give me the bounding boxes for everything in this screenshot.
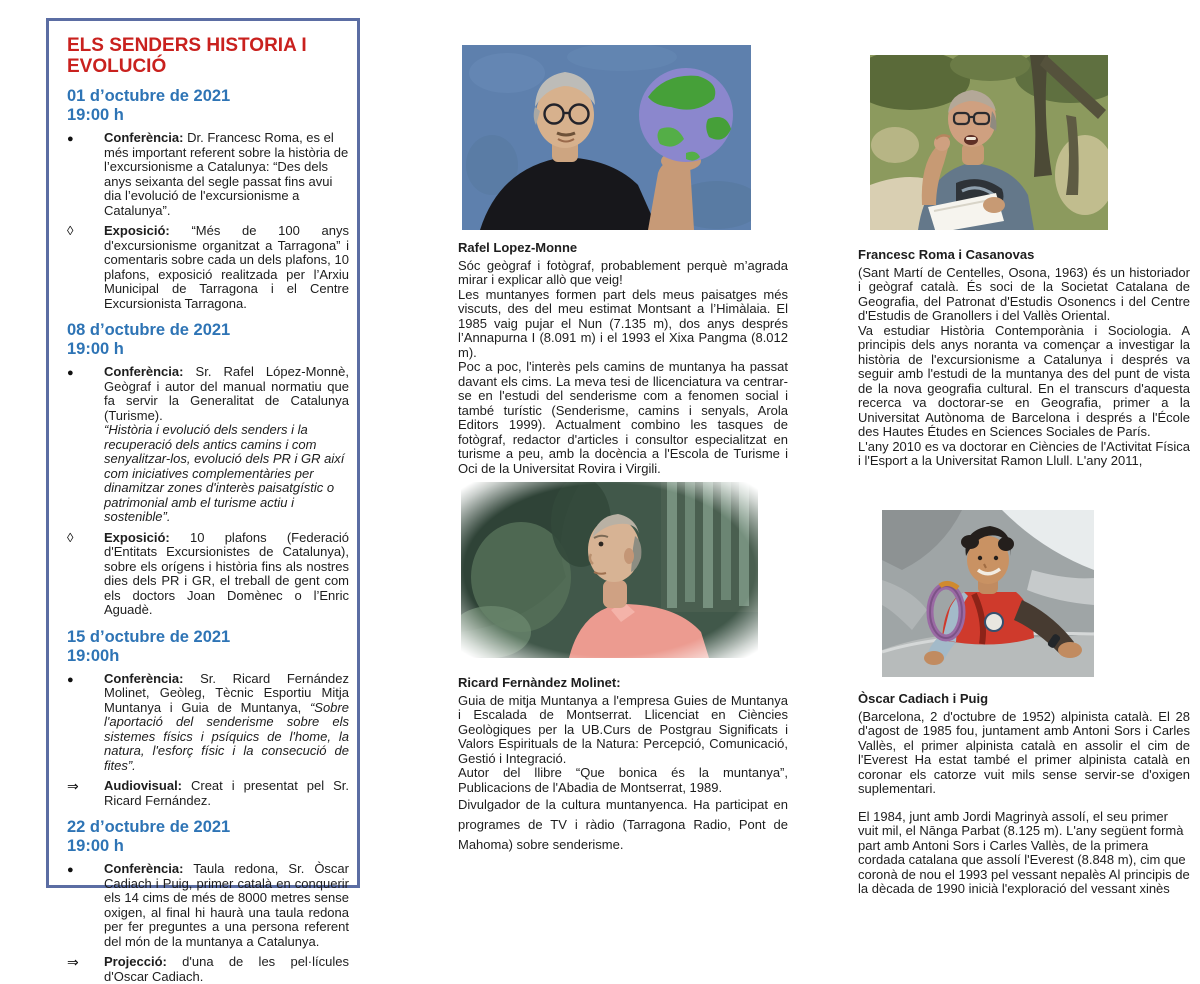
bio-paragraph: L'any 2010 es va doctorar en Ciències de l'Activitat Física i l'Esport a la Universitat Ramon Llull. L'any 2011, (858, 438, 1190, 468)
item-label: Projecció: (104, 954, 167, 969)
program-box (46, 18, 360, 984)
agenda-item (63, 131, 349, 218)
bio-name: Òscar Cadiach i Puig (858, 691, 989, 706)
bio-name: Francesc Roma i Casanovas (858, 247, 1035, 262)
bio-rafel (458, 241, 788, 476)
item-label: Conferència: (104, 364, 184, 379)
agenda-item (63, 365, 349, 525)
photo-francesc (870, 55, 1108, 230)
bio-paragraph: Autor del llibre “Que bonica és la muntanya”, Publicacions de l'Abadia de Montserrat, 1989. (458, 765, 788, 795)
item-quote: “Sobre l'aportació del senderisme sobre els sistemes físics i psíquics de l'home, la natura, l'esforç físic i la consecució de fites”. (104, 699, 349, 773)
bio-paragraph: Les muntanyes formen part dels meus paisatges més viscuts, des del meu estimat Montsant a l’Himàlaia. El 1985 vaig pujar el Nun (7.135 m), dos anys després l’Annapurna I (8.091 m) i el 1993 el Xixa Pangma (8.012 m). (458, 286, 788, 360)
item-label: Exposició: (104, 529, 170, 545)
item-label: Conferència: (104, 130, 184, 145)
agenda-item (63, 531, 349, 618)
item-label: Audiovisual: (104, 778, 183, 793)
bio-paragraph: Poc a poc, l'interès pels camins de muntanya ha passat davant els cims. La meva tesi de llicenciatura va centrar-se en l'estudi del senderisme com a fenomen social i també turístic (Senderisme, camins i senyals, Arola Editors 1999). Actualment combino les tasques de fotògraf, redactor d'articles i consultor especialitzat en turisme a peu, amb la docència a l'Escola de Turisme i Oci de la Universitat Rovira i Virgili. (458, 359, 788, 476)
item-text: Dr. Francesc Roma, es el més important referent sobre la història de l’excursionisme a Catalunya: “Des dels anys seixanta del segle passat fins avui dia l’evolució de l'excursionisme a Catalunya”. (104, 130, 349, 218)
bio-francesc (858, 248, 1190, 469)
bullet-icon: ● (67, 864, 74, 876)
session-date-1 (67, 87, 349, 125)
program-title: ELS SENDERS HISTORIA I EVOLUCIÓ (67, 35, 307, 77)
session-time-text: 19:00 h (67, 106, 124, 124)
item-label: Exposició: (104, 223, 170, 238)
diamond-icon: ◊ (67, 223, 74, 238)
diamond-icon: ◊ (67, 529, 74, 545)
photo-oscar (882, 510, 1094, 677)
item-text: Creat i presentat pel Sr. Ricard Fernández. (104, 778, 349, 808)
item-body (104, 862, 349, 949)
climber-red-vest-illustration (882, 510, 1094, 677)
bio-name: Ricard Fernàndez Molinet: (458, 675, 621, 690)
bio-paragraph: (Barcelona, 2 d'octubre de 1952) alpinista català. El 28 d'agost de 1985 fou, juntament amb Antoni Sors i Carles Vallès, el primer alpinista català en assolir el cim de l'Everest Ha estat també el primer alpinista català en coronar els catorze vuit mils sense servir-se d'oxigen suplementari. (858, 708, 1190, 796)
item-body (104, 672, 349, 774)
item-text: d'una de les pel·lícules d'Oscar Cadiach. (104, 954, 349, 984)
bio-paragraph: Va estudiar Història Contemporània i Sociologia. A principis dels anys noranta va començar a investigar la història de l'excursionisme a Catalunya i després va seguir amb l'estudi de la muntanya des del punt de vista de la nova geografia cultural. En el transcurs d'aquesta recerca va doctorar-se en Geografia, primer a la Universitat Autònoma de Barcelona i després a l'École des Hautes Études en Sciences Sociales de París. (858, 322, 1190, 439)
item-body (104, 365, 349, 525)
man-pink-shirt-illustration (461, 482, 758, 658)
bio-name: Rafel Lopez-Monne (458, 240, 578, 255)
bio-paragraph: El 1984, junt amb Jordi Magrinyà assolí, el seu primer vuit mil, el Nānga Parbat (8.125 m). L'any següent formà part amb Antoni Sors i Carles Vallès, de la primera cordada catalana que assolí l'Everest (8.848 m), cim que coronà de nou el 1993 pel vessant nepalès Al principis de la dècada de 1990 inicià l'exploració del vessant xinès (858, 808, 1190, 896)
bio-ricard (458, 676, 788, 855)
item-label: Conferència: (104, 861, 184, 876)
item-body (104, 779, 349, 808)
agenda-item (63, 779, 349, 808)
session-date-text: 08 d’octubre de 2021 (67, 321, 231, 339)
bullet-icon: ● (67, 133, 74, 145)
session-date-text: 15 d’octubre de 2021 (67, 627, 231, 646)
photo-ricard (461, 482, 758, 658)
item-text: Taula redona, Sr. Òscar Cadiach i Puig, primer català en conquerir els 14 cims de més de 8000 metres sense oxigen, al final hi haurà una taula redona per fer preguntes a una persona referent del món de la muntanya a Catalunya. (104, 861, 349, 949)
bio-paragraph: (Sant Martí de Centelles, Osona, 1963) és un historiador i geògraf català. És soci de la Societat Catalana de Geografia, del Patronat d'Estudis Osonencs i del Centre d'Estudis de Granollers i del Vallès Oriental. (858, 264, 1190, 323)
item-text: “Més de 100 anys d'excursionisme organitzat a Tarragona” i comentaris sobre cada un dels plafons, 10 plafons, exposició realitzada per l’Arxiu Municipal de Tarragona i el Centre Excursionista Tarragona. (104, 223, 349, 311)
bullet-icon: ● (67, 673, 74, 686)
item-body (104, 531, 349, 618)
agenda-item (63, 224, 349, 311)
item-text: 10 plafons (Federació d'Entitats Excursionistes de Catalunya), sobre els orígens i història fins als nostres dies dels PR i GR, el treball de gent com els doctors Joan Domènec o l’Enric Aguadè. (104, 529, 349, 617)
man-with-globe-illustration (462, 45, 751, 230)
agenda-item (63, 955, 349, 984)
agenda-item (63, 862, 349, 949)
bio-paragraph: Guia de mitja Muntanya a l'empresa Guies de Muntanya i Escalada de Montserrat. Llicenciat en Ciències Geològiques per la UB.Curs de Postgrau Significats i Valors Espirituals de la Natura: Percepció, Comunicació, Gestió i Integració. (458, 692, 788, 766)
item-label: Conferència: (104, 670, 184, 686)
item-body (104, 131, 349, 218)
bullet-icon: ● (67, 367, 74, 379)
item-body (104, 955, 349, 984)
arrow-icon: ⇒ (67, 778, 79, 794)
bio-paragraph: Divulgador de la cultura muntanyenca. Ha participat en programes de TV i ràdio (Tarragona Radio, Pont de Mahoma) sobre senderisme. (458, 797, 788, 852)
item-text: Sr. Rafel López-Monnè, Geògraf i autor del manual normatiu que fa servir la Generalitat de Catalunya (Turisme). (104, 364, 349, 423)
man-speaking-outdoors-illustration (870, 55, 1108, 230)
session-date-2 (67, 321, 349, 359)
arrow-icon: ⇒ (67, 954, 79, 970)
bio-paragraph: Sóc geògraf i fotògraf, probablement perquè m’agrada mirar i explicar allò que veig! (458, 257, 788, 287)
session-date-text: 01 d’octubre de 2021 (67, 87, 231, 105)
item-text: Sr. Ricard Fernández Molinet, Geòleg, Tècnic Esportiu Mitja Muntanya i Guia de Muntanya, (104, 670, 349, 715)
agenda-item (63, 672, 349, 774)
session-date-text: 22 d’octubre de 2021 (67, 818, 231, 836)
item-quote: “Història i evolució dels senders i la recuperació dels antics camins i com senyalitzar-los, evolució dels PR i GR així com iniciatives complementàries per dinamitzar zones d'interès paisatgístic o patrimonial amb el turisme actiu i sostenible”. (104, 422, 345, 524)
bio-oscar (858, 692, 1190, 897)
item-body (104, 224, 349, 311)
session-date-4 (67, 818, 349, 856)
session-time-text: 19:00h (67, 646, 120, 665)
session-time-text: 19:00 h (67, 837, 124, 855)
session-time-text: 19:00 h (67, 340, 124, 358)
photo-rafel-globe (462, 45, 751, 230)
session-date-3 (67, 628, 349, 666)
